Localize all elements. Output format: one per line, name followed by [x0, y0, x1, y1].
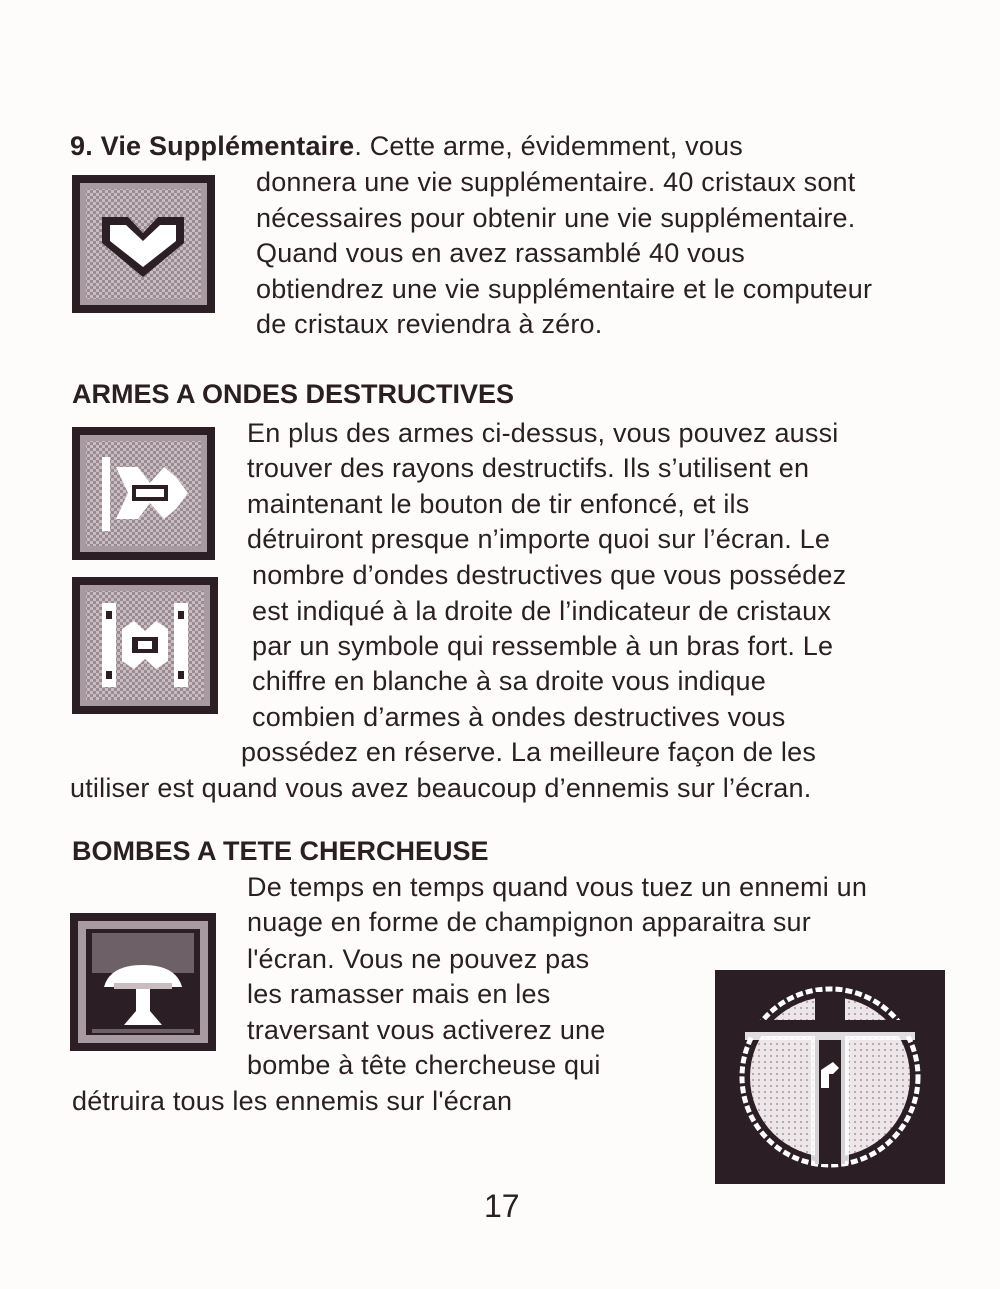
armes-line-5: est indiqué à la droite de l’indicateur de cristaux	[252, 596, 832, 626]
armes-line-10: utiliser est quand vous avez beaucoup d’ennemis sur l’écran.	[70, 773, 812, 803]
armes-line-9: possédez en réserve. La meilleure façon de les	[241, 737, 817, 767]
vie-line-0-text: . Cette arme, évidemment, vous	[354, 131, 743, 161]
bombes-line-2: l'écran. Vous ne pouvez pas	[247, 944, 590, 974]
bombes-line-0: De temps en temps quand vous tuez un ennemi un	[247, 872, 868, 902]
vie-line-0	[70, 129, 743, 163]
mushroom-cloud-icon	[70, 913, 216, 1051]
vie-title: 9. Vie Supplémentaire	[70, 131, 355, 161]
heart-icon	[72, 175, 215, 313]
bombes-heading: BOMBES A TETE CHERCHEUSE	[72, 836, 489, 866]
vie-line-4: obtiendrez une vie supplémentaire et le computeur	[256, 274, 873, 304]
armes-line-3: détruiront presque n’importe quoi sur l’écran. Le	[247, 524, 831, 554]
armes-line-6: par un symbole qui ressemble à un bras fort. Le	[252, 631, 834, 661]
bombes-line-5: bombe à tête chercheuse qui	[247, 1050, 601, 1080]
page-number: 17	[484, 1188, 520, 1224]
vie-line-2: nécessaires pour obtenir une vie supplémentaire.	[256, 203, 856, 233]
homing-bomb-icon	[715, 970, 945, 1184]
bombes-line-4: traversant vous activerez une	[247, 1015, 606, 1045]
bombes-line-3: les ramasser mais en les	[247, 979, 551, 1009]
armes-line-1: trouver des rayons destructifs. Ils s’utilisent en	[247, 453, 810, 483]
vie-line-3: Quand vous en avez rassamblé 40 vous	[256, 238, 745, 268]
armes-line-0: En plus des armes ci-dessus, vous pouvez aussi	[247, 418, 839, 448]
vie-line-1: donnera une vie supplémentaire. 40 cristaux sont	[256, 167, 856, 197]
vie-line-5: de cristaux reviendra à zéro.	[256, 309, 603, 339]
armes-line-4: nombre d’ondes destructives que vous possédez	[252, 560, 847, 590]
bombes-line-1: nuage en forme de champignon apparaitra sur	[247, 907, 811, 937]
arrow-weapon-icon	[72, 427, 215, 560]
strong-arm-icon	[72, 577, 218, 714]
armes-line-7: chiffre en blanche à sa droite vous indique	[252, 666, 766, 696]
armes-line-8: combien d’armes à ondes destructives vous	[252, 702, 786, 732]
armes-heading: ARMES A ONDES DESTRUCTIVES	[72, 379, 515, 409]
bombes-line-6: détruira tous les ennemis sur l'écran	[72, 1086, 513, 1116]
armes-line-2: maintenant le bouton de tir enfoncé, et ils	[247, 489, 750, 519]
